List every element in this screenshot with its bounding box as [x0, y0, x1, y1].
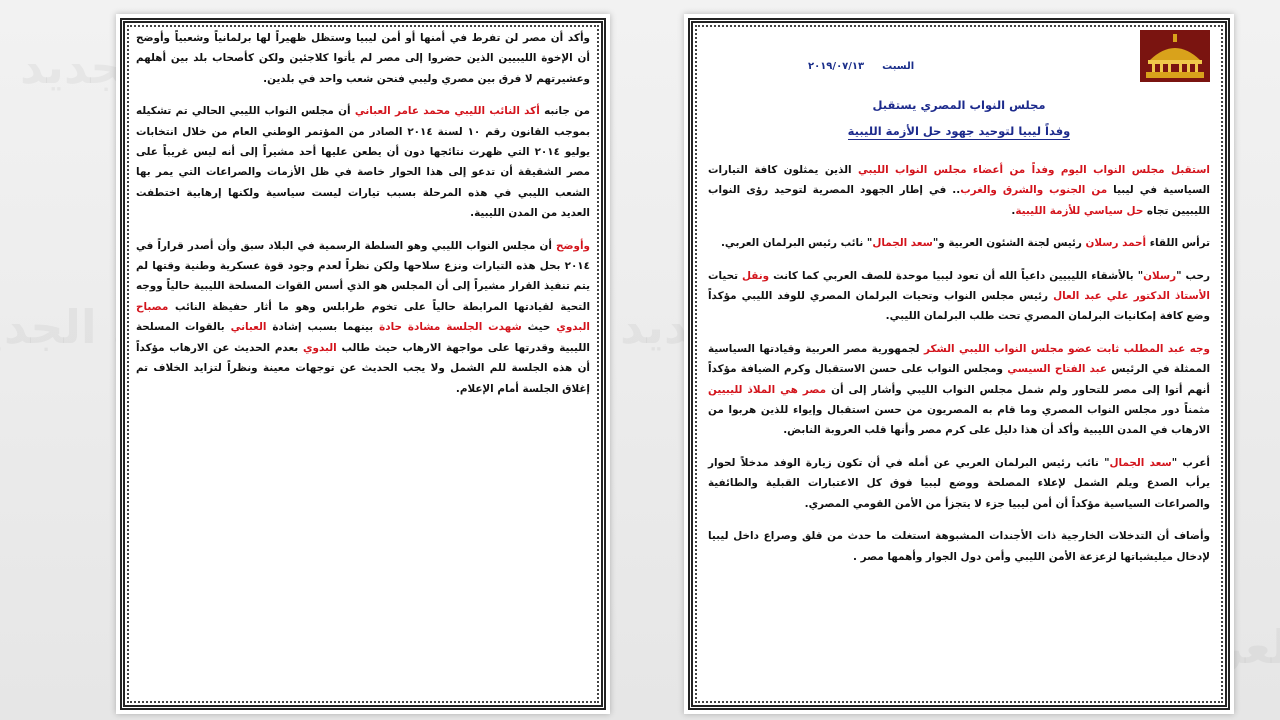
highlight-text: حل سياسي للأزمة الليبية	[1015, 204, 1144, 217]
paragraph	[708, 453, 1210, 514]
highlight-text: ونقل	[741, 269, 770, 282]
body-text: .	[1011, 204, 1016, 217]
body-text: .. في إطار الجهود المصرية لتوحيد رؤى النواب الليبيين تجاه	[708, 184, 1210, 217]
body-text: بينهما بسبب إشادة	[266, 321, 380, 334]
date-day: السبت	[882, 61, 915, 72]
body-text: رئيس مجلس النواب وتحيات البرلمان المصري للوفد الليبي مؤكداً وضع كافة إمكانيات البرلمان المصري تحت طلب البرلمان الليبي.	[708, 290, 1210, 323]
date-value: ٢٠١٩/٠٧/١٣	[808, 61, 865, 72]
body-text: أن مجلس النواب الليبي الحالي تم تشكيله بموجب القانون رقم ١٠ لسنة ٢٠١٤ الصادر من المؤتمر الوطني العام من خلال انتخابات يوليو ٢٠١٤ التي ظهرت نتائجها دون أن يطعن عليها أحد مشيراً إلى أنه ليس غريباً على مصر الشقيقة أن تدعو إلى هذا الحوار خاصة في ظل الأزمات والصراعات التي يمر بها الشعب الليبي في هذه المرحلة بسبب تيارات ليست سياسية ولكنها إرهابية اختطفت العديد من المدن الليبية.	[136, 105, 590, 220]
body-text: " بالأشقاء الليبيين داعياً الله أن تعود ليبيا موحدة للصف العربي كما كانت	[769, 269, 1144, 282]
highlight-text: العباني	[230, 321, 267, 334]
paragraph	[136, 28, 590, 89]
body-text: رئيس لجنة الشئون العربية و"	[932, 237, 1086, 250]
highlight-text: من الجنوب والشرق والغرب	[960, 184, 1108, 197]
body-text: وأكد أن مصر لن تفرط في أمنها أو أمن ليبيا وستظل ظهيراً لها برلمانياً وشعبياً وأوضح أن الإخوة الليبيين الذين حضروا إلى مصر لم يأتوا كلاجئين ولكن كأصحاب بلد بين أهلهم وعشيرتهم لا فرق بين مصري وليبي فنحن شعب واحد في بلدين.	[136, 32, 590, 85]
paragraph	[136, 101, 590, 223]
highlight-text: البدوي	[303, 341, 337, 354]
body-text: حيث	[521, 321, 557, 334]
page-content	[136, 28, 590, 702]
document-page-2	[116, 14, 610, 714]
highlight-text: سعد الجمال	[1109, 456, 1172, 469]
document-date	[808, 57, 914, 77]
paragraph	[708, 266, 1210, 327]
body-text: بالقوات المسلحة الليبية وقدرتها على مواجهة الارهاب حيث طالب	[136, 321, 590, 354]
title-line-2: وفداً ليبيا لتوحيد جهود حل الأزمة الليبية	[847, 124, 1071, 138]
parliament-logo-icon	[1140, 30, 1210, 82]
page-content	[708, 24, 1210, 702]
body-text: " نائب رئيس البرلمان العربي عن أمله في أن تكون زيارة الوفد مدخلاً لحوار يرأب الصدع ويلم الشمل لإعلاء المصلحة ووضع ليبيا فوق كل الاعتبارات القبلية والطائفية والصراعات السياسية مؤكداً أن أمن ليبيا جزء لا يتجزأ من الأمن القومي المصري.	[708, 456, 1210, 510]
page-header	[708, 24, 1210, 90]
highlight-text: رسلان	[1143, 269, 1177, 282]
highlight-text: مصر هي الملاذ لليبيين	[708, 383, 827, 396]
body-text: الذين يمثلون كافة التيارات السياسية في ليبيا	[708, 164, 1210, 197]
paragraph	[708, 339, 1210, 441]
body-text: ترأس اللقاء	[1146, 237, 1210, 250]
body-text: وأضاف أن التدخلات الخارجية ذات الأجندات المشبوهة استغلت ما حدث من قلق وصراع داخل ليبيا لإدخال ميليشياتها لزعزعة الأمن الليبي وأمن دول الجوار وأهمها مصر .	[708, 530, 1210, 563]
highlight-text: الأستاذ الدكتور علي عبد العال	[1053, 290, 1210, 303]
body-text: ومجلس النواب على حسن الاستقبال وكرم الضيافة مؤكداً أنهم أتوا إلى مصر للتحاور ولم شمل مجلس النواب الليبي وأشار إلى أن	[708, 363, 1210, 396]
body-text: أعرب "	[1171, 456, 1210, 469]
body-text: من جانبه	[539, 105, 590, 118]
highlight-text: أكد النائب الليبي محمد عامر العباني	[354, 105, 540, 118]
document-page-1	[684, 14, 1234, 714]
body-text: " نائب رئيس البرلمان العربي.	[720, 237, 873, 250]
paragraph	[708, 160, 1210, 221]
highlight-text: وجه عبد المطلب ثابت عضو مجلس النواب الليبي الشكر	[923, 342, 1210, 355]
highlight-text: أحمد رسلان	[1085, 237, 1147, 250]
paragraph	[708, 526, 1210, 567]
document-title	[708, 92, 1210, 144]
body-text: لجمهورية مصر العربية وقيادتها السياسية الممثلة في الرئيس	[708, 342, 1211, 376]
highlight-text: استقبل مجلس النواب اليوم وفداً من أعضاء مجلس النواب الليبي	[857, 164, 1210, 176]
highlight-text: وأوضح	[555, 239, 590, 252]
body-text: رحب "	[1176, 269, 1210, 282]
highlight-text: سعد الجمال	[872, 237, 933, 250]
body-text: مثمناً دور مجلس النواب المصري وما قام به المصريون من حسن استقبال وإيواء للذين هربوا من الارهاب في المدن الليبية وأكد أن هذا دليل على كرم مصر وأنها قلب العروبة النابض.	[708, 404, 1210, 437]
highlight-text: شهدت الجلسة مشادة حادة	[379, 321, 522, 334]
paragraph	[708, 233, 1210, 253]
title-line-1: مجلس النواب المصري يستقبل	[872, 98, 1046, 112]
highlight-text: عبد الفتاح السيسي	[1007, 363, 1108, 376]
body-text: أن مجلس النواب الليبي وهو السلطة الرسمية في البلاد سبق وأن أصدر قراراً في ٢٠١٤ بحل هذه التيارات ونزع سلاحها ولكن نظراً لعدم وجود قوة عسكرية وطنية وقتها لم يتم تنفيذ القرار مشيراً إلى أن المجلس هو الذي أسس القوات المسلحة الليبية حالياً ووجه التحية لقيادتها المرابطة حالياً على تخوم طرابلس وهو ما أثار حفيظة النائب	[136, 239, 590, 313]
highlight-text: مصباح البدوي	[136, 300, 590, 334]
body-text: بعدم الحديث عن الارهاب مؤكداً أن هذه الجلسة للم الشمل ولا يجب الحديث عن توجهات معينة ونظراً لتزايد الخلاف تم إغلاق الجلسة أمام الإعلام.	[136, 341, 590, 395]
paragraph	[136, 236, 590, 399]
body-text: تحيات	[708, 269, 742, 282]
